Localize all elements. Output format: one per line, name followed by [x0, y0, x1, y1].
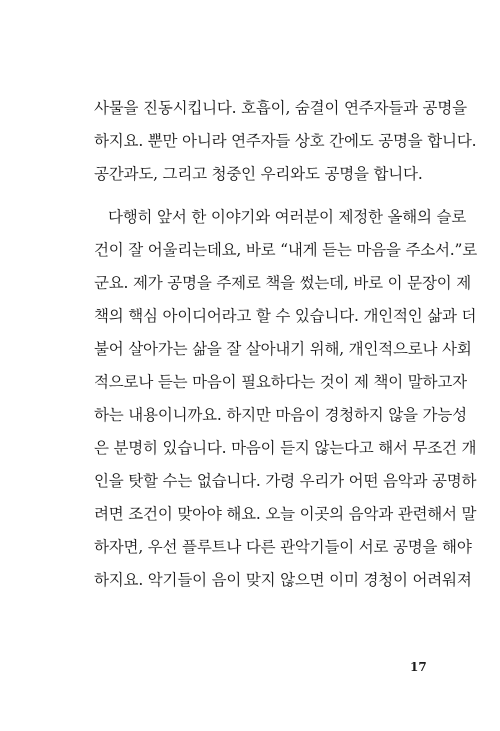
text-line: 불어 살아가는 삶을 잘 살아내기 위해, 개인적으로나 사회 — [94, 340, 472, 358]
text-line: 인을 탓할 수는 없습니다. 가령 우리가 어떤 음악과 공명하 — [94, 472, 477, 490]
text-line: 다행히 앞서 한 이야기와 여러분이 제정한 올해의 슬로 — [108, 208, 467, 226]
text-line: 적으로나 듣는 마음이 필요하다는 것이 제 책이 말하고자 — [94, 373, 467, 391]
text-line: 군요. 제가 공명을 주제로 책을 썼는데, 바로 이 문장이 제 — [94, 274, 472, 292]
text-line: 하자면, 우선 플루트나 다른 관악기들이 서로 공명을 해야 — [94, 538, 472, 556]
text-line: 려면 조건이 맞아야 해요. 오늘 이곳의 음악과 관련해서 말 — [94, 505, 477, 523]
paragraph-2 — [94, 201, 477, 597]
text-line: 하지요. 악기들이 음이 맞지 않으면 이미 경청이 어려워져 — [94, 571, 472, 589]
text-line: 하지요. 뿐만 아니라 연주자들 상호 간에도 공명을 합니다. — [94, 132, 477, 150]
text-line: 은 분명히 있습니다. 마음이 듣지 않는다고 해서 무조건 개 — [94, 439, 477, 457]
page-number: 17 — [410, 660, 427, 674]
text-line: 책의 핵심 아이디어라고 할 수 있습니다. 개인적인 삶과 더 — [94, 307, 477, 325]
text-line: 하는 내용이니까요. 하지만 마음이 경청하지 않을 가능성 — [94, 406, 467, 424]
text-line: 건이 잘 어울리는데요, 바로 “내게 듣는 마음을 주소서.”로 — [94, 241, 477, 259]
text-line: 사물을 진동시킵니다. 호흡이, 숨결이 연주자들과 공명을 — [94, 99, 467, 117]
paragraph-1 — [94, 92, 477, 191]
text-line: 공간과도, 그리고 청중인 우리와도 공명을 합니다. — [94, 165, 423, 183]
